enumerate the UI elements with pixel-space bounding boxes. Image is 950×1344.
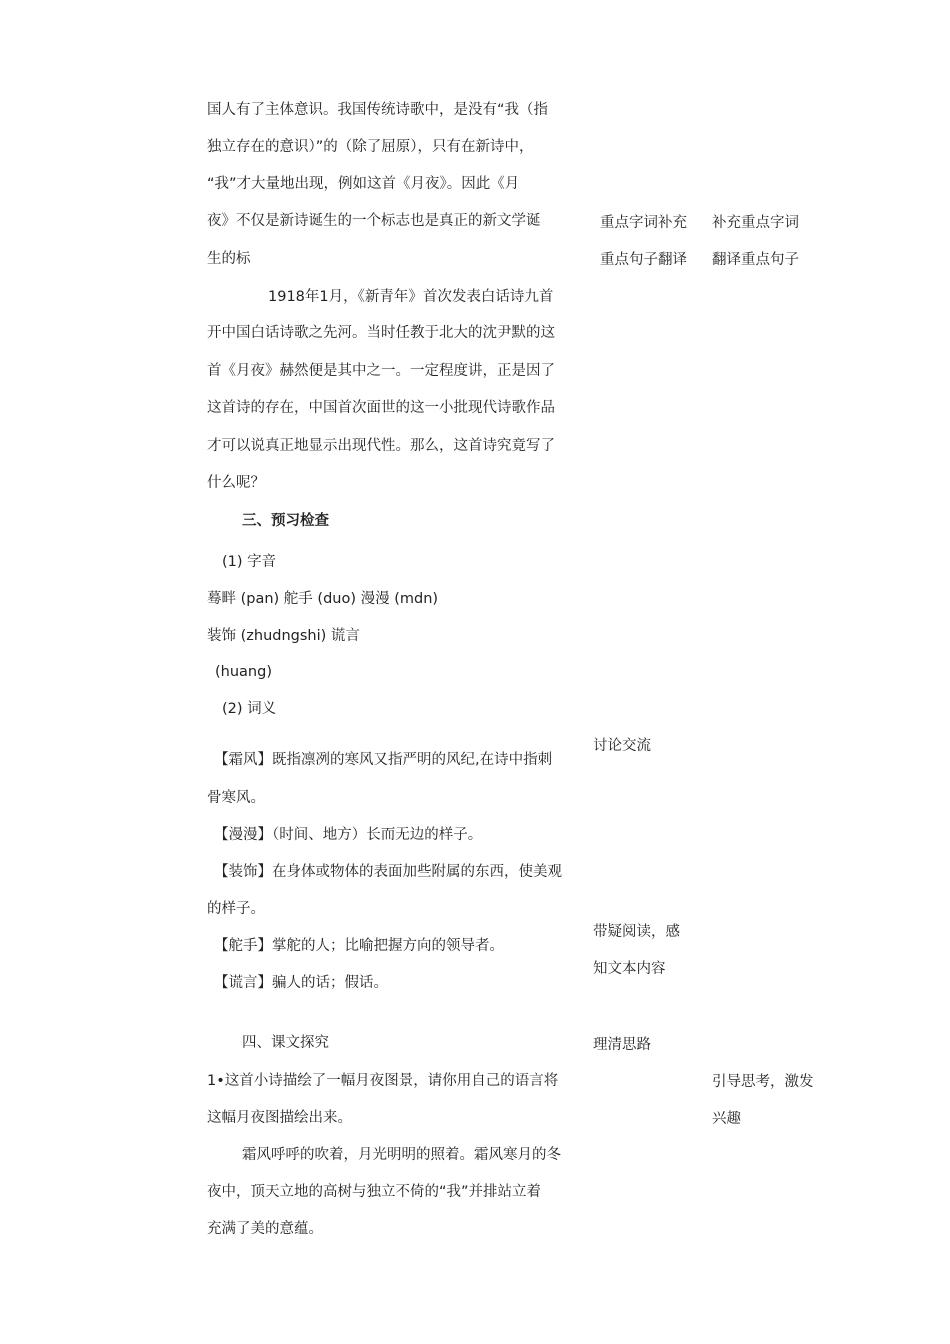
student-activity: 理清思路	[593, 1037, 651, 1053]
question-line: 1•这首小诗描绘了一幅月夜图景，请你用自己的语言将	[207, 1073, 559, 1089]
text-line: 才可以说真正地显示出现代性。那么，这首诗究竟写了	[207, 438, 555, 454]
vocab-line: 【霜风】既指凛冽的寒风又指严明的风纪,在诗中指刺	[214, 752, 553, 768]
student-activity: 讨论交流	[593, 738, 651, 754]
text-line: 这首诗的存在，中国首次面世的这一小批现代诗歌作品	[207, 400, 555, 416]
design-intent: 引导思考，激发	[712, 1074, 814, 1090]
text-line: 什么呢？	[207, 475, 265, 491]
text-line: 独立存在的意识）”的（除了屈原），只有在新诗中，	[207, 139, 534, 155]
answer-line: 霜风呼呼的吹着，月光明明的照着。霜风寒月的冬	[242, 1147, 561, 1163]
design-intent: 补充重点字词	[712, 215, 799, 231]
subheading: (1) 字音	[222, 554, 277, 570]
text-line: 开中国白话诗歌之先河。当时任教于北大的沈尹默的这	[207, 325, 555, 341]
vocab-line: 【舵手】掌舵的人；比喻把握方向的领导者。	[214, 938, 504, 954]
vocab-line: 【谎言】骗人的话；假话。	[214, 975, 388, 991]
student-activity: 重点句子翻译	[600, 252, 687, 268]
answer-line: 充满了美的意蕴。	[207, 1221, 323, 1237]
question-line: 这幅月夜图描绘出来。	[207, 1110, 352, 1126]
text-line: (huang)	[215, 664, 272, 680]
text-line: 蓦畔 (pan) 舵手 (duo) 漫漫 (mdn)	[207, 591, 439, 607]
text-line: 装饰 (zhudngshi) 谎言	[207, 628, 360, 644]
section-heading: 三、预习检查	[242, 513, 329, 529]
vocab-line: 【装饰】在身体或物体的表面加些附属的东西，使美观	[214, 864, 562, 880]
design-intent: 翻译重点句子	[712, 252, 799, 268]
text-line: 1918年1月，《新青年》首次发表白话诗九首	[268, 289, 554, 305]
vocab-line: 【漫漫】（时间、地方）长而无边的样子。	[214, 827, 483, 843]
section-heading: 四、课文探究	[242, 1035, 329, 1051]
text-line: 国人有了主体意识。我国传统诗歌中，是没有“我（指	[207, 102, 549, 118]
student-activity: 知文本内容	[593, 961, 666, 977]
text-line: 首《月夜》赫然便是其中之一。一定程度讲，正是因了	[207, 363, 555, 379]
text-line: 夜》不仅是新诗诞生的一个标志也是真正的新文学诞	[207, 213, 541, 229]
vocab-line: 的样子。	[207, 901, 265, 917]
student-activity: 带疑阅读，感	[593, 924, 680, 940]
subheading: (2) 词义	[222, 701, 277, 717]
vocab-line: 骨寒风。	[207, 790, 265, 806]
design-intent: 兴趣	[712, 1111, 741, 1127]
student-activity: 重点字词补充	[600, 215, 687, 231]
text-line: “我”才大量地出现，例如这首《月夜》。因此《月	[207, 176, 520, 192]
answer-line: 夜中，顶天立地的高树与独立不倚的“我”并排站立着	[207, 1184, 542, 1200]
text-line: 生的标	[207, 251, 251, 267]
